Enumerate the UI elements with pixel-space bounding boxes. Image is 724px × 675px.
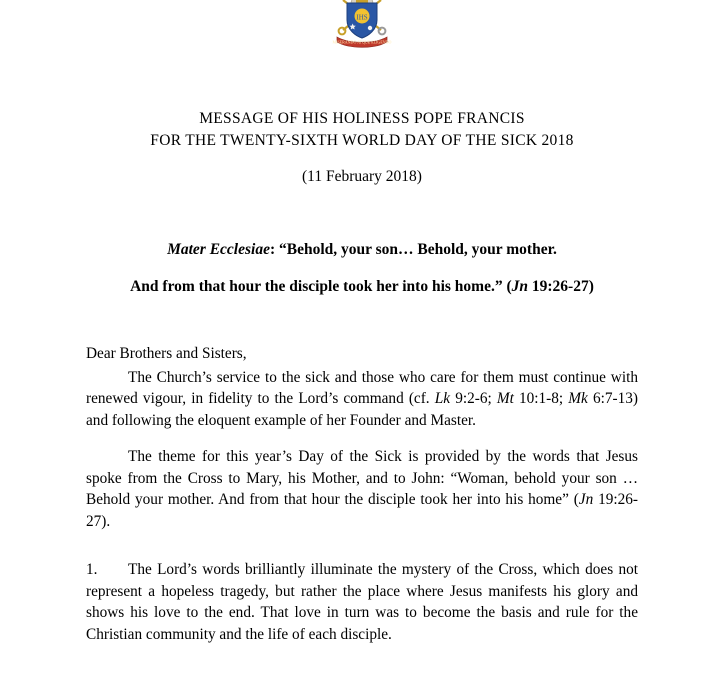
scripture-heading <box>86 238 638 299</box>
scripture-ref-book: Jn <box>511 278 528 296</box>
paragraph-2-part-b: 19:26-27). <box>86 491 639 531</box>
paragraph-1-part-c: 10:1-8; <box>513 390 569 408</box>
scripture-line-2-start: And from that hour the disciple took her into his home.” ( <box>130 278 512 296</box>
papal-coat-of-arms-icon <box>323 0 401 50</box>
scripture-line-2 <box>86 275 638 299</box>
title-line-2: FOR THE TWENTY-SIXTH WORLD DAY OF THE SICK 2018 <box>150 132 574 149</box>
salutation: Dear Brothers and Sisters, <box>86 345 247 363</box>
scripture-line-1 <box>86 238 638 262</box>
numbered-paragraph-1 <box>86 559 638 646</box>
numbered-paragraph-1-text: The Lord’s words brilliantly illuminate the mystery of the Cross, which does not represent a hopeless tragedy, but rather the place where Jesus manifests his glory and shows his love to the end. That love in turn was to become the basis and rule for the Christian community and the life of each disciple. <box>86 560 638 643</box>
scripture-ref-lk: Lk <box>434 390 451 408</box>
paragraph-number: 1. <box>86 560 98 578</box>
scripture-latin-title: Mater Ecclesiae <box>167 241 270 258</box>
scripture-line-1-rest: : “Behold, your son… Behold, your mother. <box>269 241 557 258</box>
svg-text:IHS: IHS <box>356 13 368 22</box>
scripture-line-2-end: 19:26-27) <box>528 278 594 296</box>
title-line-1: MESSAGE OF HIS HOLINESS POPE FRANCIS <box>199 110 525 127</box>
document-body <box>86 343 638 646</box>
paragraph-1 <box>86 367 638 432</box>
scripture-ref-mk: Mk <box>568 390 588 408</box>
paragraph-2-part-a: The theme for this year’s Day of the Sick is provided by the words that Jesus spoke from the Cross to Mary, his Mother, and to John: “Woman, behold your son … Behold your mother. And from that hour the disciple took her into his home” ( <box>86 447 638 509</box>
document-title <box>86 108 638 152</box>
paragraph-1-part-b: 9:2-6; <box>450 390 497 408</box>
crest-container <box>86 0 638 60</box>
paragraph-2 <box>86 446 638 533</box>
crest-motto-text: MISERANDO ATQUE ELIGENDO <box>332 39 392 45</box>
scripture-ref-mt: Mt <box>496 390 514 408</box>
document-date: (11 February 2018) <box>302 168 422 185</box>
paragraph-1-part-a: The Church’s service to the sick and those who care for them must continue with renewed vigour, in fidelity to the Lord’s command (cf. <box>86 368 638 408</box>
paragraph-1-part-d: 6:7-13) and following the eloquent example of her Founder and Master. <box>86 390 638 430</box>
scripture-ref-jn: Jn <box>578 491 594 509</box>
